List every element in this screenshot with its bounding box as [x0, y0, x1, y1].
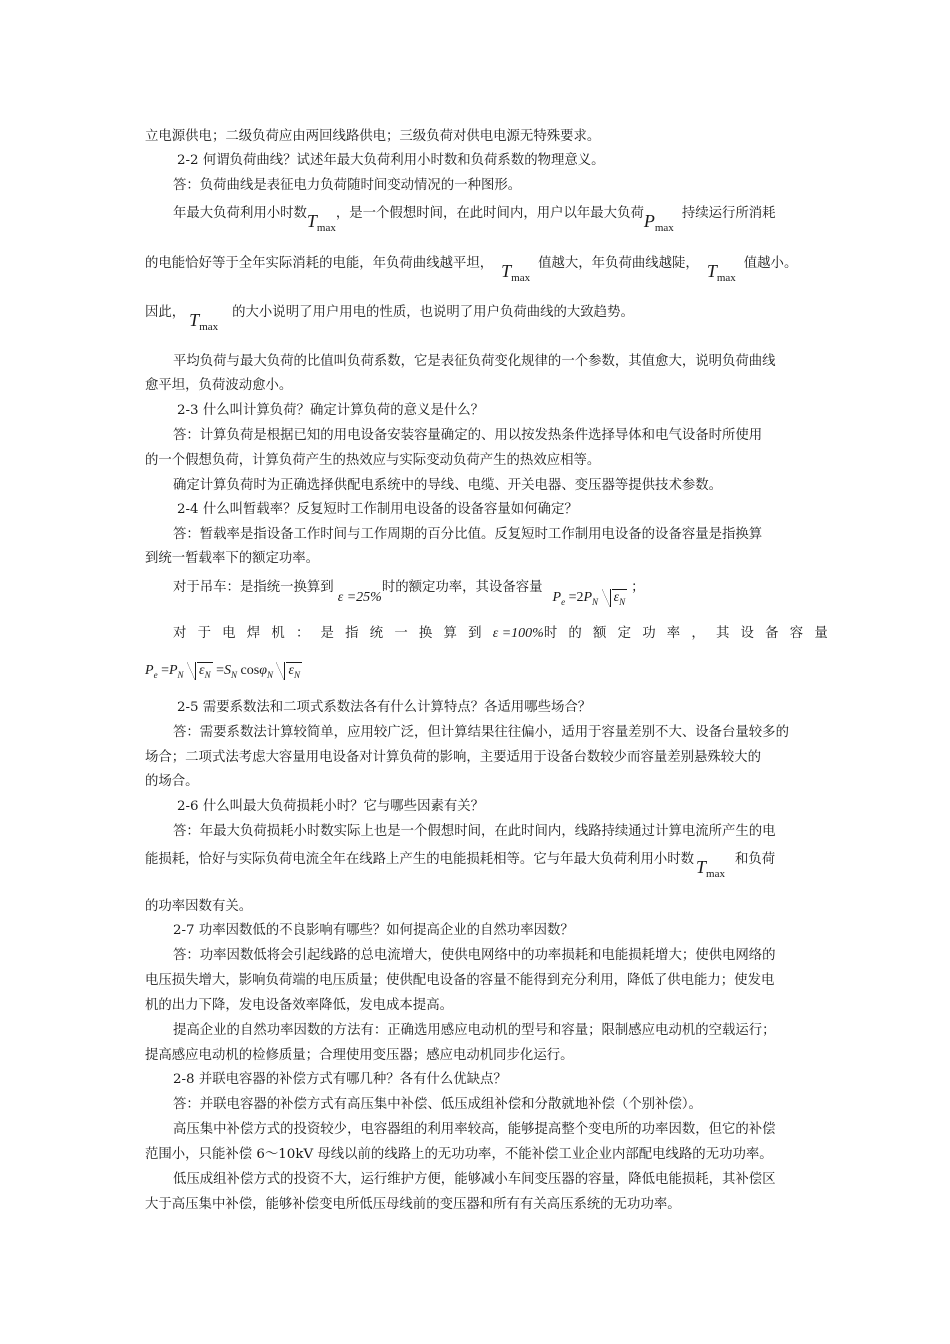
answer-line: 平均负荷与最大负荷的比值叫负荷系数，它是表征负荷变化规律的一个参数，其值愈大，说明负荷曲线	[173, 354, 776, 369]
question-heading: 2-5 需要系数法和二项式系数法各有什么计算特点？各适用哪些场合？	[177, 700, 592, 715]
answer-line: 到统一暂载率下的额定功率。	[145, 551, 320, 566]
epsilon-100-formula: ε =100%	[492, 626, 544, 641]
text-segment: ，是一个假想时间，在此时间内，用户以年最大负荷	[335, 206, 644, 221]
answer-line: 答：年最大负荷损耗小时数实际上也是一个假想时间，在此时间内，线路持续通过计算电流所产生的电	[173, 824, 776, 839]
answer-line: 答：计算负荷是根据已知的用电设备安装容量确定的、用以按发热条件选择导体和电气设备时所使用	[173, 428, 763, 443]
T-max-symbol: $T_{max}$	[306, 211, 336, 234]
question-heading: 2-8 并联电容器的补偿方式有哪几种？各有什么优缺点？	[173, 1072, 507, 1087]
answer-line: 的一个假想负荷，计算负荷产生的热效应与实际变动负荷产生的热效应相等。	[145, 453, 601, 468]
text-segment: 年最大负荷利用小时数	[173, 206, 307, 221]
epsilon-25-formula: ε =25%	[337, 590, 382, 605]
answer-line: 愈平坦，负荷波动愈小。	[145, 378, 293, 393]
answer-line: 高压集中补偿方式的投资较少，电容器组的利用率较高，能够提高整个变电所的功率因数，但它的补偿	[173, 1122, 776, 1137]
answer-line: 提高感应电动机的检修质量；合理使用变压器；感应电动机同步化运行。	[145, 1048, 574, 1063]
answer-line: 确定计算负荷时为正确选择供配电系统中的导线、电缆、开关电器、变压器等提供技术参数。	[173, 478, 723, 493]
question-heading: 2-4 什么叫暂载率？反复短时工作制用电设备的设备容量如何确定？	[177, 502, 578, 517]
P-max-symbol: $P_{max}$	[643, 211, 674, 234]
answer-line: 电压损失增大，影响负荷端的电压质量；使供配电设备的容量不能得到充分利用，降低了供电能力；使发电	[145, 973, 775, 988]
question-heading: 2-2 何谓负荷曲线？试述年最大负荷利用小时数和负荷系数的物理意义。	[177, 153, 605, 168]
welder-capacity-formula: $P_e =P_N$ $\varepsilon_N =S_N$ cosφ$_N$ $\varepsilon_N$	[145, 663, 300, 680]
text-segment: 对于电焊机：是指统一换算到	[173, 626, 493, 641]
answer-line: 的场合。	[145, 774, 199, 789]
answer-line-with-formula	[145, 847, 807, 880]
question-heading: 2-6 什么叫最大负荷损耗小时？它与哪些因素有关？	[177, 799, 485, 814]
answer-line: 的功率因数有关。	[145, 899, 253, 914]
T-max-symbol: $T_{max}$	[706, 261, 736, 284]
text-segment: 和负荷	[734, 852, 776, 867]
answer-line: 答：需要系数法计算较简单，应用较广泛，但计算结果往往偏小，适用于容量差别不大、设备台量较多的	[173, 725, 789, 740]
answer-line: 大于高压集中补偿，能够补偿变电所低压母线前的变压器和所有有关高压系统的无功功率。	[145, 1197, 681, 1212]
question-heading: 2-7 功率因数低的不良影响有哪些？如何提高企业的自然功率因数？	[173, 923, 574, 938]
crane-capacity-formula: $P_e =2P_N$ $\varepsilon_N$	[552, 590, 626, 607]
text-segment: 的大小说明了用户用电的性质，也说明了用户负荷曲线的大致趋势。	[232, 305, 634, 320]
formula-line	[145, 661, 807, 681]
answer-line: 机的出力下降，发电设备效率降低，发电成本提高。	[145, 998, 453, 1013]
text-segment: 时的额定功率，其设备容量	[543, 626, 839, 641]
answer-line-with-formula	[173, 578, 807, 607]
text-segment: 因此，	[145, 305, 186, 320]
text-segment: 对于吊车：是指统一换算到	[173, 580, 334, 595]
text-segment: 的电能恰好等于全年实际消耗的电能，年负荷曲线越平坦，	[145, 256, 494, 271]
T-max-symbol: $T_{max}$	[696, 857, 725, 880]
answer-line: 答：功率因数低将会引起线路的总电流增大，使供电网络中的功率损耗和电能损耗增大；使供电网络的	[173, 948, 776, 963]
T-max-symbol: $T_{max}$	[501, 261, 531, 284]
text-segment: ；	[631, 580, 645, 595]
answer-line-with-formula	[173, 624, 839, 644]
answer-line: 范围小，只能补偿 6～10kV 母线以前的线路上的无功功率，不能补偿工业企业内部配电线路的无功功率。	[145, 1147, 773, 1162]
answer-line-with-formula	[173, 201, 807, 234]
text-segment: 时的额定功率，其设备容量	[381, 580, 543, 595]
text-segment: 能损耗，恰好与实际负荷电流全年在线路上产生的电能损耗相等。它与年最大负荷利用小时数	[145, 852, 695, 867]
answer-line: 场合；二项式法考虑大容量用电设备对计算负荷的影响，主要适用于设备台数较少而容量差别悬殊较大的	[145, 750, 761, 765]
answer-line-with-formula	[145, 251, 807, 284]
answer-line-with-formula	[145, 300, 807, 333]
text-segment: 值越大，年负荷曲线越陡，	[538, 256, 699, 271]
answer-line: 答：负荷曲线是表征电力负荷随时间变动情况的一种图形。	[173, 178, 522, 193]
answer-line: 低压成组补偿方式的投资不大，运行维护方便，能够减小车间变压器的容量，降低电能损耗，其补偿区	[173, 1172, 776, 1187]
text-segment: 持续运行所消耗	[681, 206, 776, 221]
paragraph-line: 立电源供电；二级负荷应由两回线路供电；三级负荷对供电电源无特殊要求。	[145, 129, 601, 144]
text-segment: 值越小。	[743, 256, 798, 271]
question-heading: 2-3 什么叫计算负荷？确定计算负荷的意义是什么？	[177, 403, 485, 418]
answer-line: 提高企业的自然功率因数的方法有：正确选用感应电动机的型号和容量；限制感应电动机的空载运行；	[173, 1023, 776, 1038]
answer-line: 答：并联电容器的补偿方式有高压集中补偿、低压成组补偿和分散就地补偿（个别补偿）。	[173, 1097, 702, 1112]
T-max-symbol: $T_{max}$	[189, 310, 219, 333]
answer-line: 答：暂载率是指设备工作时间与工作周期的百分比值。反复短时工作制用电设备的设备容量是指换算	[173, 527, 763, 542]
